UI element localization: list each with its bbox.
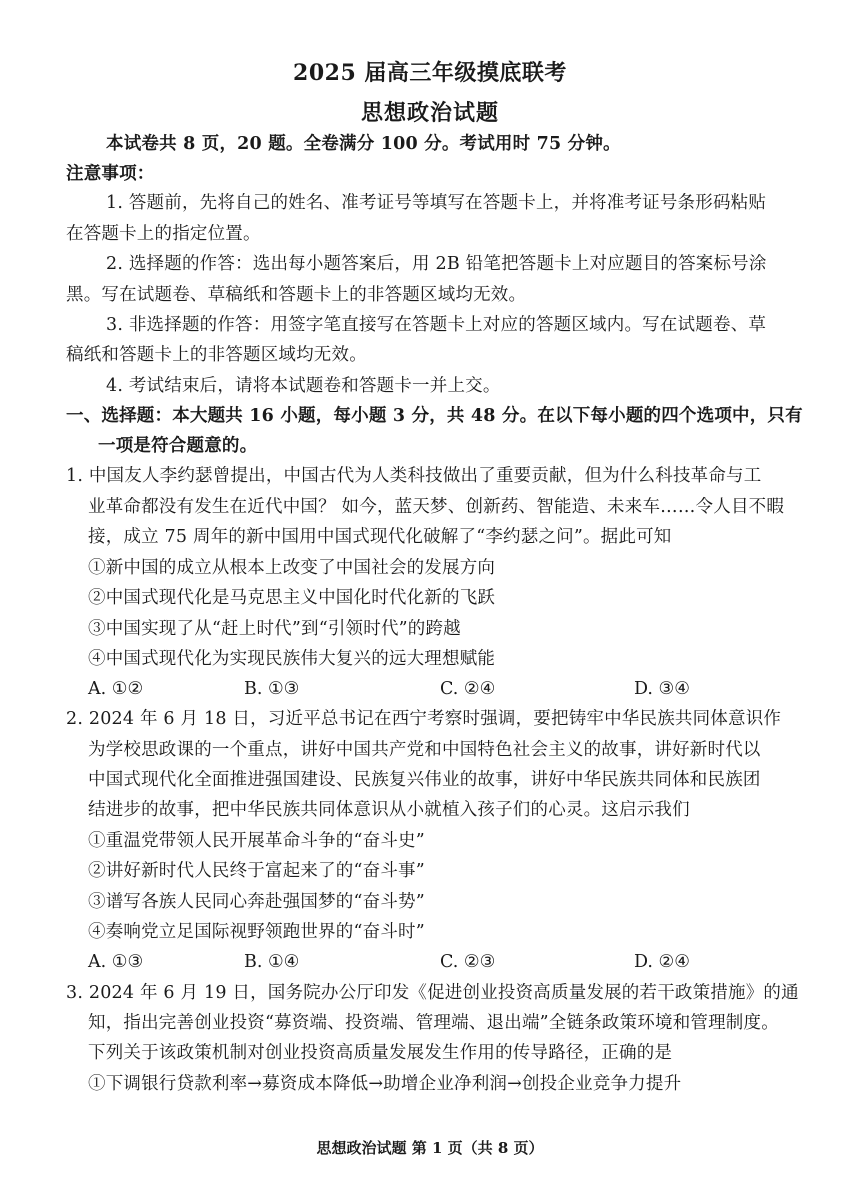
notice-line: 在答题卡上的指定位置。 (66, 224, 261, 244)
notice-line: 1. 答题前，先将自己的姓名、准考证号等填写在答题卡上，并将准考证号条形码粘贴 (106, 193, 767, 213)
exam-subtitle: 思想政治试题 (360, 100, 499, 126)
option-b: B. ①③ (244, 679, 300, 699)
section-heading-cont: 一项是符合题意的。 (98, 436, 258, 456)
question-stem: 1. 中国友人李约瑟曾提出，中国古代为人类科技做出了重要贡献，但为什么科技革命与工 (66, 466, 762, 486)
notice-line: 稿纸和答题卡上的非答题区域均无效。 (66, 345, 367, 365)
option-d: D. ②④ (634, 952, 690, 972)
notice-line: 2. 选择题的作答：选出每小题答案后，用 2B 铅笔把答题卡上对应题目的答案标号涂 (106, 254, 767, 274)
question-item: ③谱写各族人民同心奔赴强国梦的“奋斗势” (88, 892, 425, 912)
question-item: ①重温党带领人民开展革命斗争的“奋斗史” (88, 831, 425, 851)
page-footer: 思想政治试题 第 1 页（共 8 页） (316, 1139, 544, 1157)
question-stem: 接，成立 75 周年的新中国用中国式现代化破解了“李约瑟之问”。据此可知 (88, 527, 672, 547)
question-stem: 3. 2024 年 6 月 19 日，国务院办公厅印发《促进创业投资高质量发展的若干政策措施》的通 (66, 983, 799, 1003)
option-a: A. ①③ (88, 952, 144, 972)
exam-title: 2025 届高三年级摸底联考 (293, 60, 567, 86)
option-a: A. ①② (88, 679, 144, 699)
notice-line: 4. 考试结束后，请将本试题卷和答题卡一并上交。 (106, 376, 501, 396)
question-item: ④奏响党立足国际视野领跑世界的“奋斗时” (88, 922, 425, 942)
option-c: C. ②④ (440, 679, 496, 699)
question-stem: 业革命都没有发生在近代中国？ 如今，蓝天梦、创新药、智能造、未来车……令人目不暇 (88, 497, 785, 517)
question-stem: 中国式现代化全面推进强国建设、民族复兴伟业的故事，讲好中华民族共同体和民族团 (88, 770, 761, 790)
question-item: ②讲好新时代人民终于富起来了的“奋斗事” (88, 861, 425, 881)
notice-line: 3. 非选择题的作答：用签字笔直接写在答题卡上对应的答题区域内。写在试题卷、草 (106, 315, 767, 335)
option-d: D. ③④ (634, 679, 690, 699)
question-item: ②中国式现代化是马克思主义中国化时代化新的飞跃 (88, 588, 496, 608)
question-stem: 为学校思政课的一个重点，讲好中国共产党和中国特色社会主义的故事，讲好新时代以 (88, 740, 761, 760)
question-stem: 下列关于该政策机制对创业投资高质量发展发生作用的传导路径，正确的是 (88, 1043, 673, 1063)
question-item: ④中国式现代化为实现民族伟大复兴的远大理想赋能 (88, 649, 496, 669)
question-stem: 知，指出完善创业投资“募资端、投资端、管理端、退出端”全链条政策环境和管理制度。 (88, 1013, 779, 1033)
question-stem: 结进步的故事，把中华民族共同体意识从小就植入孩子们的心灵。这启示我们 (88, 800, 690, 820)
notice-heading: 注意事项： (66, 164, 155, 184)
notice-line: 黑。写在试题卷、草稿纸和答题卡上的非答题区域均无效。 (66, 285, 527, 305)
question-item: ①新中国的成立从根本上改变了中国社会的发展方向 (88, 558, 496, 578)
question-stem: 2. 2024 年 6 月 18 日，习近平总书记在西宁考察时强调，要把铸牢中华民族共同体意识作 (66, 709, 782, 729)
question-item: ③中国实现了从“赶上时代”到“引领时代”的跨越 (88, 619, 461, 639)
section-heading: 一、选择题：本大题共 16 小题，每小题 3 分，共 48 分。在以下每小题的四个选项中，只有 (66, 406, 803, 426)
option-c: C. ②③ (440, 952, 496, 972)
option-b: B. ①④ (244, 952, 300, 972)
question-item: ①下调银行贷款利率→募资成本降低→助增企业净利润→创投企业竞争力提升 (88, 1074, 682, 1094)
exam-info: 本试卷共 8 页，20 题。全卷满分 100 分。考试用时 75 分钟。 (106, 134, 621, 154)
